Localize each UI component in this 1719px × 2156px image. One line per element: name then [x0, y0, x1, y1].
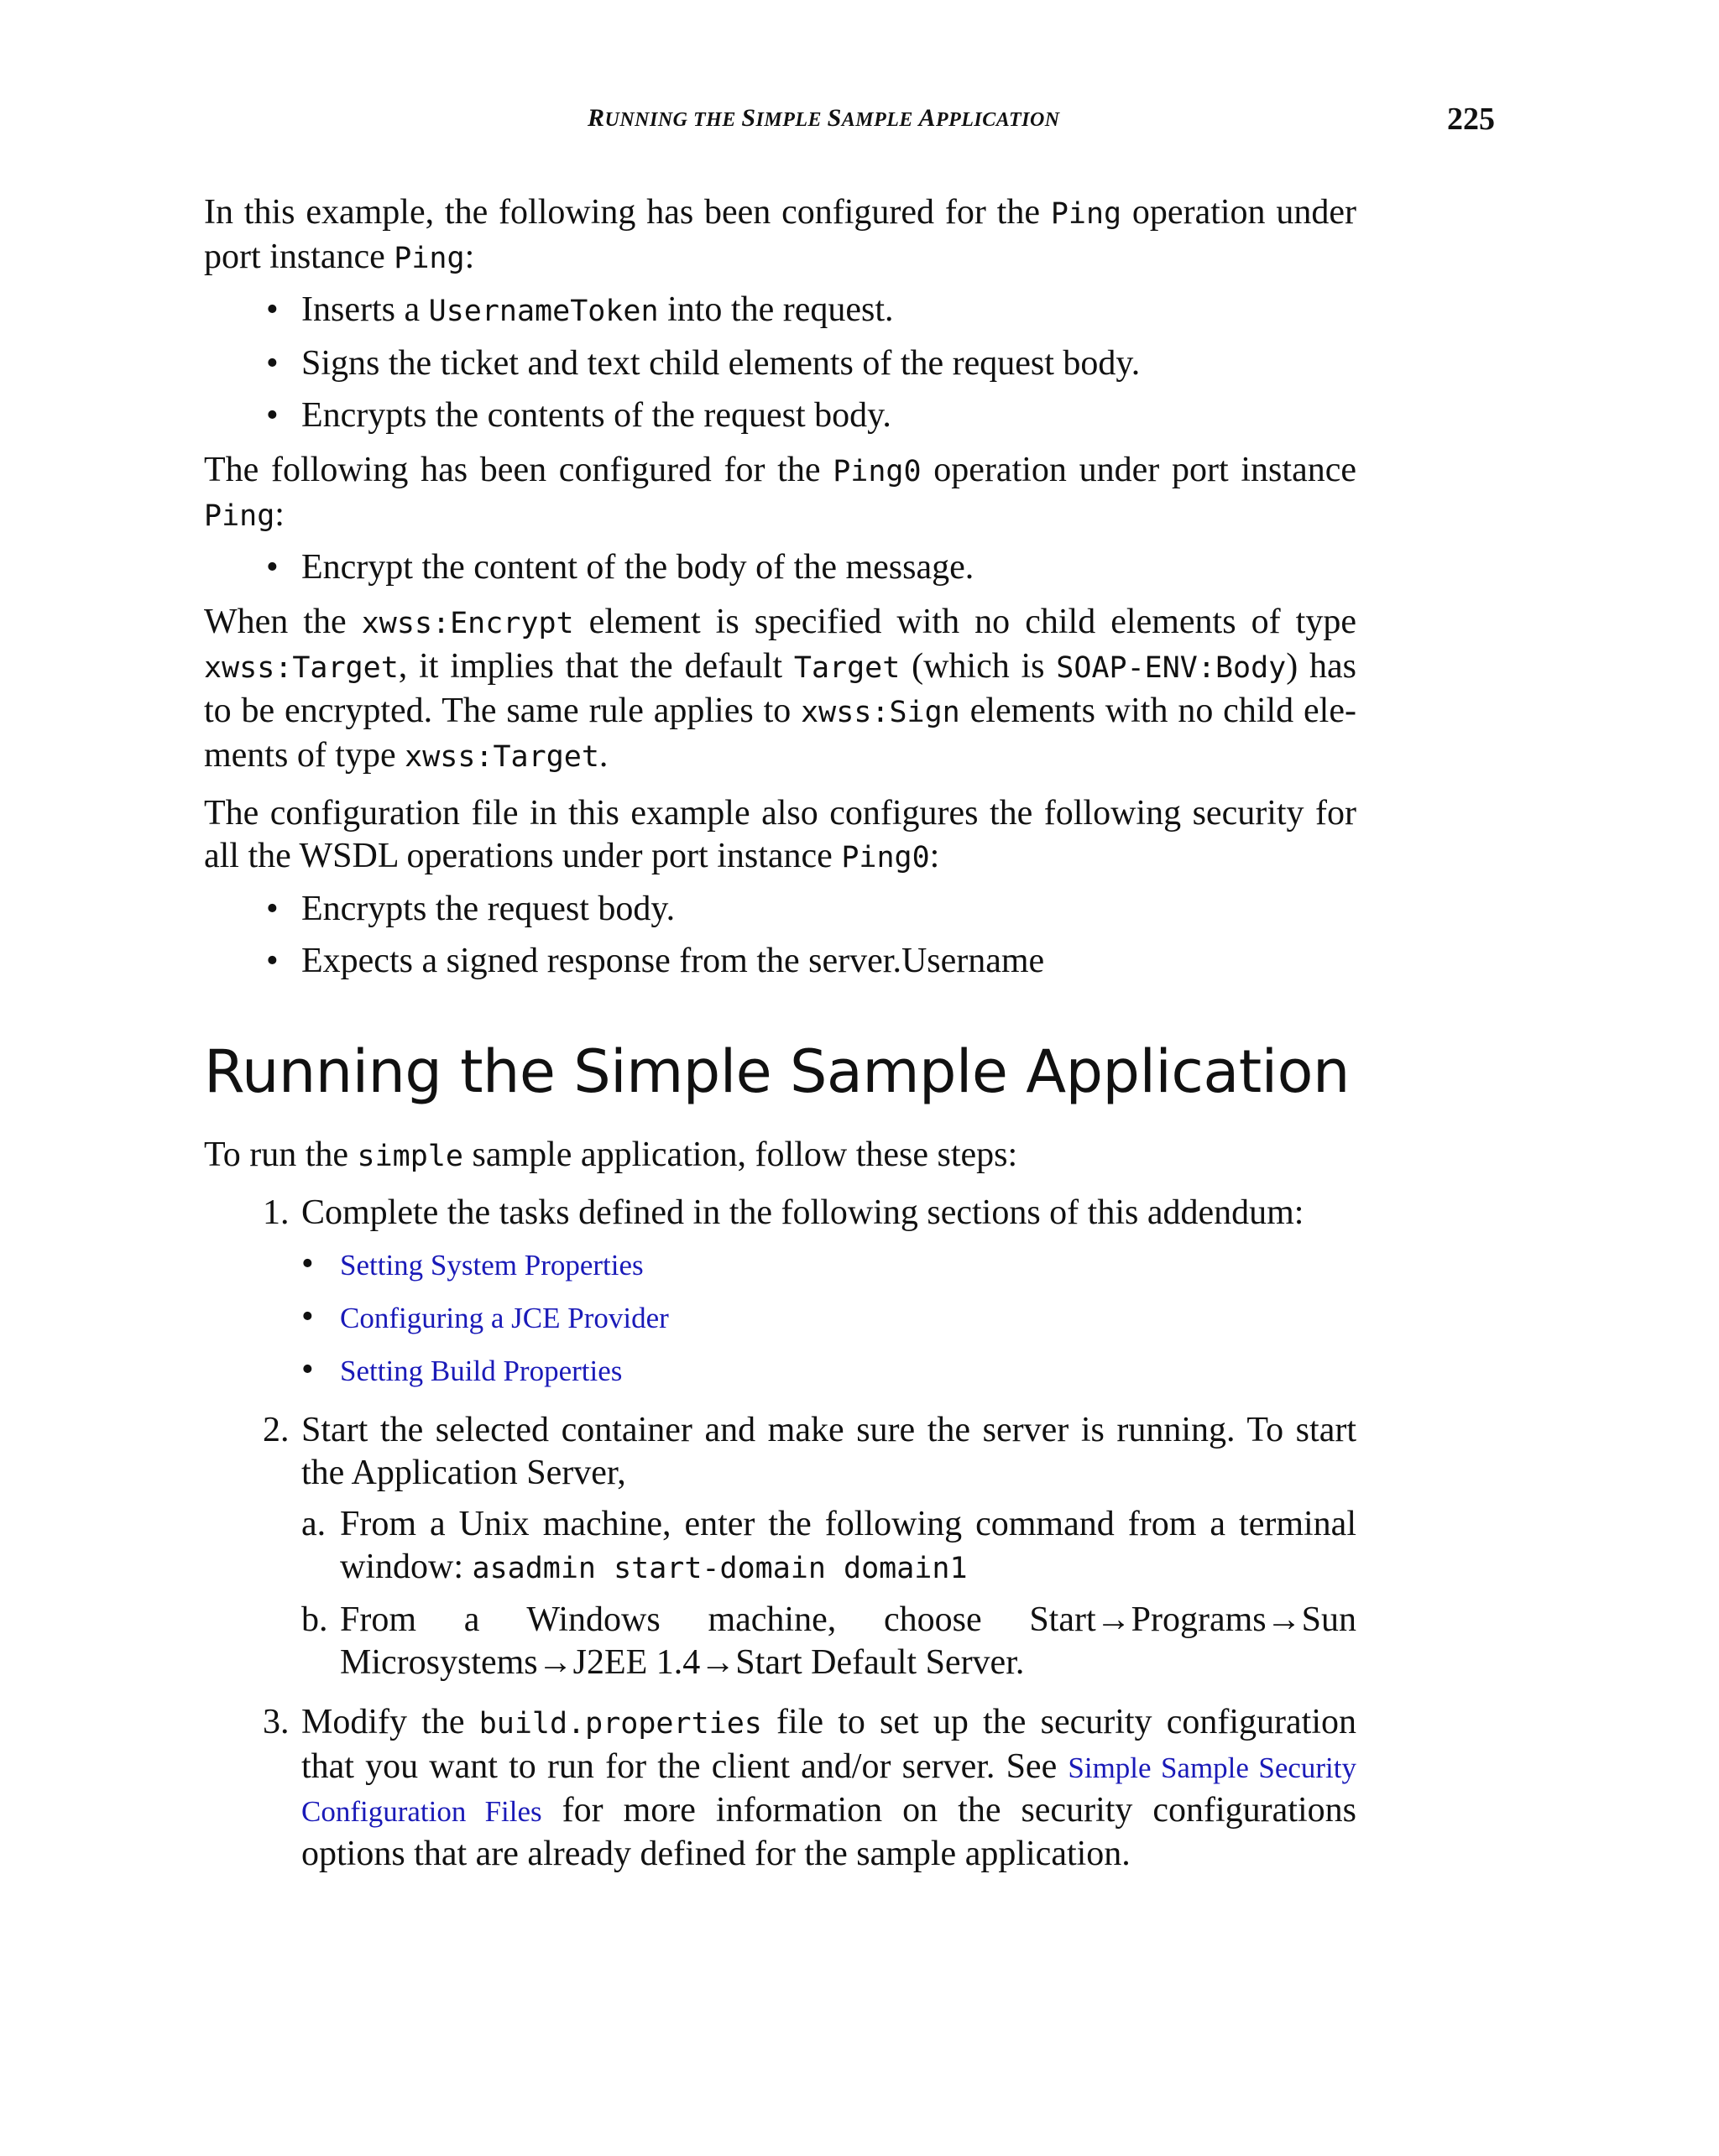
section-heading: Running the Simple Sample Application — [204, 1037, 1350, 1106]
step-2: 2. Start the selected container and make sure the server is running. To start the Application Server, a. From a Unix machine, enter the following command from a terminal window: asadmin start-domain domain1 b. From a Windows machine, choose Start→Programs→Sun Microsystems→J2EE 1.4→Start Default Server. — [301, 1409, 1356, 1684]
page-body — [204, 191, 1356, 1892]
link-configuring-jce-provider[interactable]: Configuring a JCE Provider — [340, 1302, 669, 1334]
step-2-text: Start the selected container and make sure the server is running. To start the Application Server, — [301, 1411, 1356, 1492]
option-windows-text: From a Windows machine, choose Start→Programs→Sun Microsystems→J2EE 1.4→Start Default Server. — [340, 1600, 1356, 1682]
page-number: 225 — [1447, 102, 1495, 137]
prerequisite-links — [301, 1243, 1356, 1392]
link-simple-sample-config-files[interactable]: Simple Sample Security Configuration Files — [301, 1751, 1356, 1828]
list-item: • Encrypts the contents of the request body. — [266, 396, 891, 435]
link-setting-system-properties[interactable]: Setting System Properties — [340, 1249, 644, 1282]
ping0-operation-list — [204, 546, 1356, 589]
running-header — [0, 101, 1719, 143]
step-3: 3. Modify the build.properties file to set up the security configuration that you want to run for the client and/or server. See Simple Sample Security Configuration Files for more information on the security configurations options that are already defined for the sample application. — [301, 1701, 1356, 1876]
list-item: • Signs the ticket and text child elements of the request body. — [266, 344, 1141, 383]
ping-operation-list — [204, 289, 1356, 437]
ping0-paragraph: The following has been configured for the Ping0 operation under port instance Ping: — [204, 451, 1356, 534]
steps-list — [204, 1192, 1356, 1876]
encrypt-rule-paragraph: When the xwss:Encrypt element is specified with no child elements of type xwss:Target, it implies that the default Target (which is SOAP-ENV:Body) has to be encrypted. The same rule applies to xwss:Sign elements with no child elements of type xwss:Target. — [204, 603, 1356, 775]
config-file-paragraph: The configuration file in this example also configures the following security for all the WSDL operations under port instance Ping0: — [204, 794, 1356, 875]
intro-paragraph: In this example, the following has been configured for the Ping operation under port instance Ping: — [204, 193, 1356, 276]
option-windows: b. From a Windows machine, choose Start→Programs→Sun Microsystems→J2EE 1.4→Start Default Server. — [340, 1599, 1356, 1684]
start-server-options — [301, 1503, 1356, 1684]
option-unix: a. From a Unix machine, enter the following command from a terminal window: asadmin start-domain domain1 — [340, 1503, 1356, 1590]
step-3-text: Modify the build.properties file to set up the security configuration that you want to run for the client and/or server. See Simple Sample Security Configuration Files for more information on the security configurations options that are already defined for the sample application. — [301, 1703, 1356, 1873]
list-item: • Expects a signed response from the server.Username — [266, 942, 1045, 980]
steps-intro-paragraph: To run the simple sample application, follow these steps: — [204, 1135, 1018, 1174]
running-header-title: RUNNING THE SIMPLE SAMPLE APPLICATION — [588, 104, 1060, 132]
step-1: 1. Complete the tasks defined in the following sections of this addendum: • Setting System Properties • Configuring a JCE Provider • Setting Build Properties — [301, 1192, 1356, 1392]
port-instance-security-list — [204, 888, 1356, 983]
link-setting-build-properties[interactable]: Setting Build Properties — [340, 1355, 623, 1387]
list-item: • Encrypt the content of the body of the message. — [266, 548, 974, 587]
list-item: • Setting Build Properties — [301, 1350, 623, 1389]
option-unix-text: From a Unix machine, enter the following command from a terminal window: asadmin start-domain domain1 — [340, 1505, 1356, 1586]
list-item: • Setting System Properties — [301, 1245, 644, 1283]
list-item: • Configuring a JCE Provider — [301, 1297, 669, 1336]
list-item: • Inserts a UsernameToken into the request. — [266, 290, 894, 329]
list-item: • Encrypts the request body. — [266, 890, 676, 928]
